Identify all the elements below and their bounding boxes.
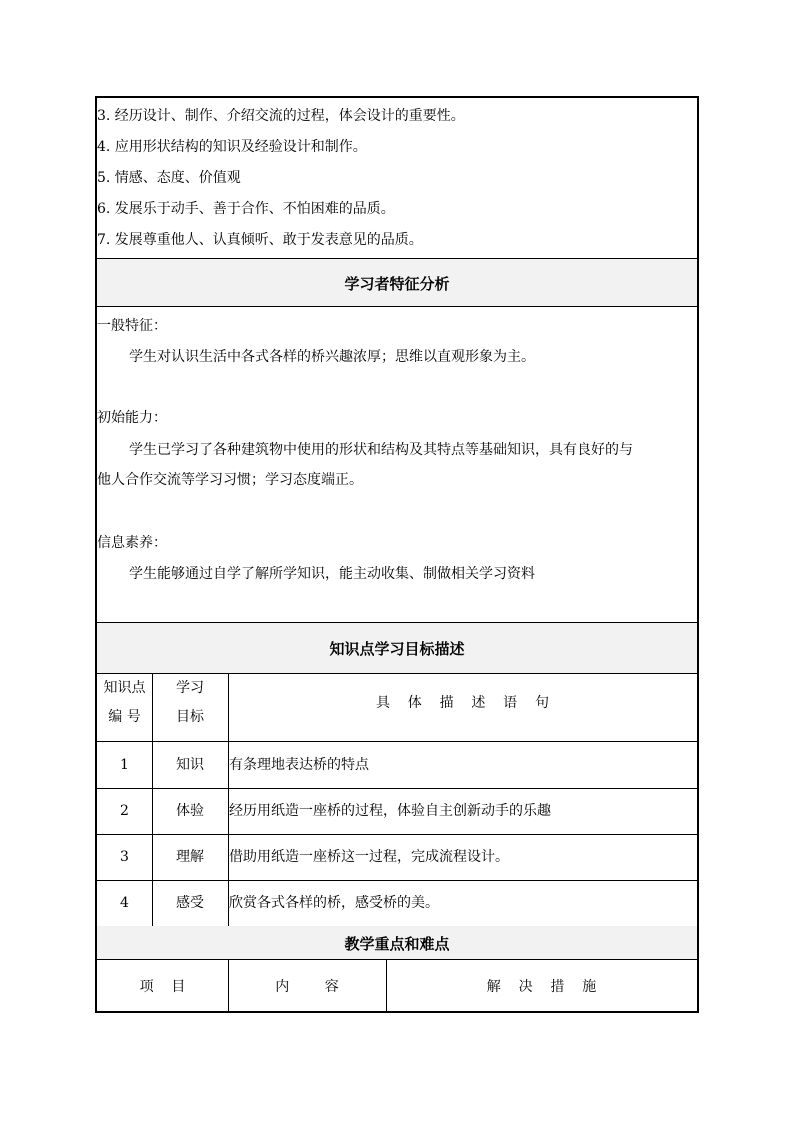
focus-title: 教学重点和难点 [344, 935, 450, 953]
learner-title: 学习者特征分析 [344, 275, 450, 293]
divider [97, 306, 697, 307]
ability-text-2: 他人合作交流等学习习惯；学习态度端正。 [97, 472, 363, 488]
row-num: 2 [120, 803, 129, 819]
col-target-line2: 目标 [176, 709, 204, 725]
focus-col-solution: 解 决 措 施 [486, 979, 597, 995]
row-target: 理解 [176, 849, 204, 865]
focus-header-row [97, 926, 697, 959]
objective-3: 3. 经历设计、制作、介绍交流的过程，体会设计的重要性。 [97, 108, 465, 124]
ability-text-1: 学生已学习了各种建筑物中使用的形状和结构及其特点等基础知识，具有良好的与 [129, 442, 633, 458]
row-target: 知识 [176, 757, 204, 773]
knowledge-header-row [97, 622, 697, 673]
row-desc: 欣赏各式各样的桥，感受桥的美。 [229, 895, 439, 911]
focus-col-item: 项 目 [139, 979, 186, 995]
col-num-line2: 编 号 [108, 709, 141, 725]
row-desc: 借助用纸造一座桥这一过程，完成流程设计。 [229, 849, 509, 865]
objective-7: 7. 发展尊重他人、认真倾听、敢于发表意见的品质。 [97, 232, 423, 248]
col-target-header [152, 678, 228, 727]
row-num: 1 [120, 757, 129, 773]
document-table [95, 96, 699, 1013]
objective-5: 5. 情感、态度、价值观 [97, 170, 241, 186]
divider [152, 673, 153, 926]
divider [97, 673, 697, 674]
general-text: 学生对认识生活中各式各样的桥兴趣浓厚；思维以直观形象为主。 [129, 349, 535, 365]
info-text: 学生能够通过自学了解所学知识，能主动收集、制做相关学习资料 [129, 566, 535, 582]
row-target: 感受 [176, 895, 204, 911]
divider [228, 959, 229, 1013]
divider [97, 880, 697, 881]
objective-6: 6. 发展乐于动手、善于合作、不怕困难的品质。 [97, 201, 395, 217]
divider [97, 834, 697, 835]
divider [97, 622, 697, 623]
row-desc: 有条理地表达桥的特点 [229, 757, 369, 773]
divider [97, 959, 697, 960]
learner-header-row [97, 258, 697, 306]
row-desc: 经历用纸造一座桥的过程，体验自主创新动手的乐趣 [229, 803, 551, 819]
knowledge-title: 知识点学习目标描述 [329, 640, 465, 658]
col-num-header [97, 678, 152, 727]
divider [97, 741, 697, 742]
divider [386, 959, 387, 1013]
focus-col-content: 内 容 [275, 979, 339, 995]
info-label: 信息素养： [97, 535, 167, 551]
ability-label: 初始能力： [97, 410, 167, 426]
row-num: 3 [120, 849, 129, 865]
row-num: 4 [120, 895, 129, 911]
col-target-line1: 学习 [176, 680, 204, 696]
col-num-line1: 知识点 [103, 680, 146, 696]
divider [228, 673, 229, 926]
objective-4: 4. 应用形状结构的知识及经验设计和制作。 [97, 139, 367, 155]
divider [97, 258, 697, 259]
col-desc-header: 具 体 描 述 语 句 [375, 695, 549, 711]
general-label: 一般特征： [97, 318, 167, 334]
divider [97, 788, 697, 789]
row-target: 体验 [176, 803, 204, 819]
